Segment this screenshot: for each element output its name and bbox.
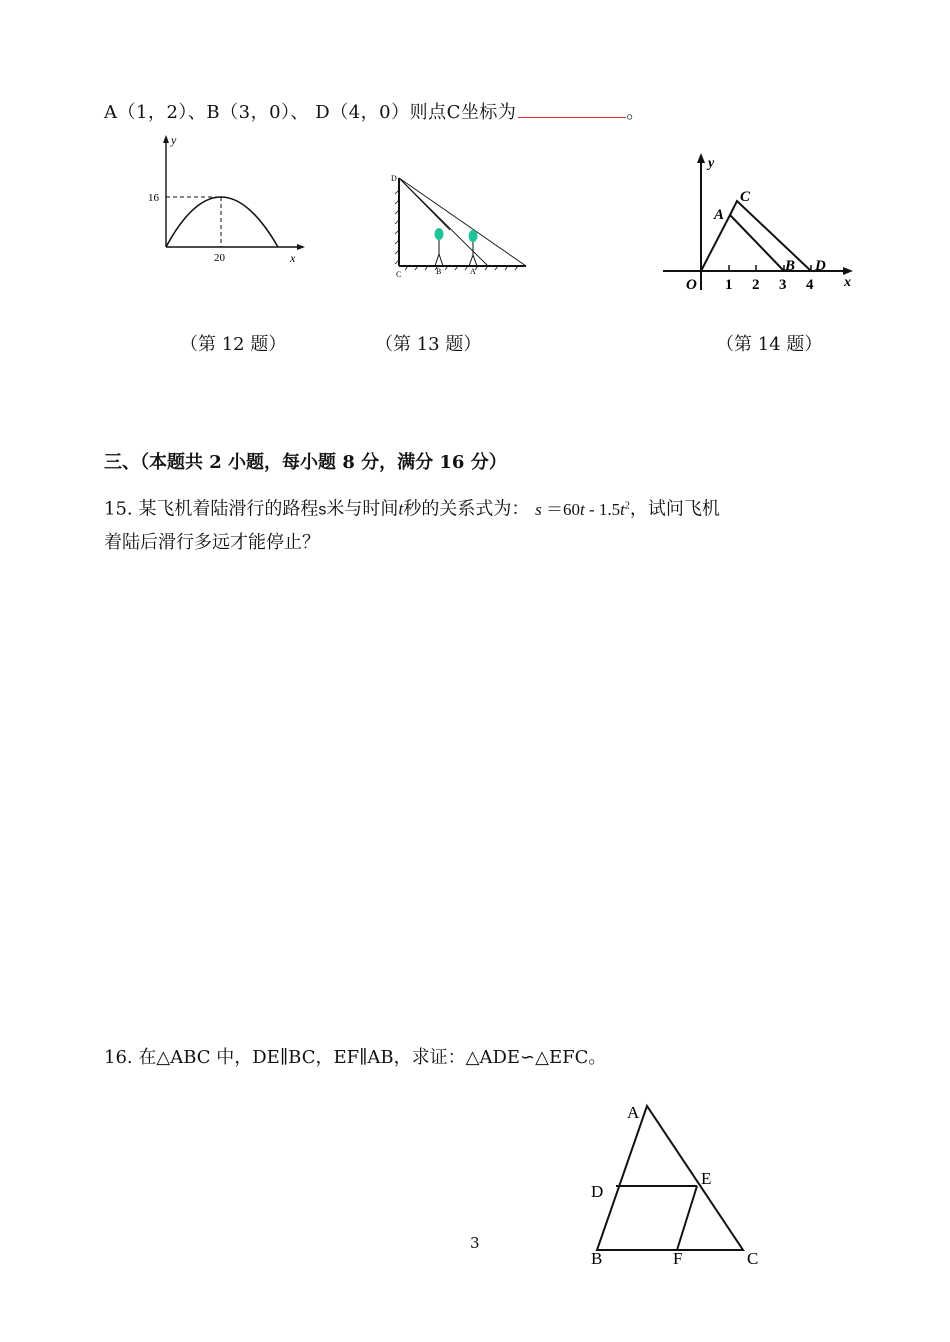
q16-label-a: A (627, 1103, 640, 1122)
q16-triangle (585, 1098, 765, 1270)
fig12-graph (140, 132, 310, 267)
q15-formula: $s =60t - 1.5t^2$ (535, 499, 630, 519)
fig14-point-c: C (740, 189, 751, 205)
fig13-label-a: A (470, 267, 476, 276)
fig14-x-label: x (844, 275, 851, 290)
q15-text-start: 15. 某飞机着陆滑行的路程 (104, 498, 319, 520)
fig13-diagram (388, 170, 533, 282)
q15-line-2: 着陆后滑行多远才能停止？ (104, 532, 320, 553)
fig14-tick-3: 3 (779, 277, 787, 293)
q15-var-t: t (398, 498, 404, 519)
fig13-label-d: D (391, 174, 397, 183)
fig14-point-a: A (714, 207, 725, 223)
fig12-x-tick: 20 (214, 252, 225, 264)
q16-label-b: B (591, 1249, 603, 1268)
q15-line-1 (104, 486, 720, 531)
q16-label-e: E (701, 1169, 712, 1188)
q15-text-end: ，试问飞机 (629, 498, 720, 520)
fig14-y-label: y (708, 156, 715, 171)
fig14-caption: （第 14 题） (716, 334, 823, 355)
fig14-origin: O (686, 277, 697, 293)
q14-end: 。 (626, 102, 645, 123)
fig14-tick-4: 4 (806, 277, 814, 293)
fig12-y-tick: 16 (148, 192, 159, 204)
fig12-x-label: x (290, 251, 296, 265)
q16-statement: 16. 在△ABC 中，DE∥BC，EF∥AB，求证：△ADE∽△EFC。 (104, 1047, 607, 1068)
fig13-label-b: B (436, 267, 442, 276)
fig13-caption: （第 13 题） (375, 334, 482, 355)
q14-text: A（1，2）、B（3，0）、 D（4，0）则点C坐标为 (104, 102, 517, 123)
q15-var-s: s (318, 501, 327, 519)
fig14-tick-2: 2 (752, 277, 760, 293)
fig14-tick-1: 1 (725, 277, 733, 293)
q14-statement (104, 98, 645, 124)
answer-blank[interactable] (518, 103, 626, 118)
fig14-point-d: D (815, 258, 826, 274)
figure-b-person (435, 228, 444, 266)
page-number: 3 (470, 1234, 480, 1252)
q16-label-d: D (591, 1182, 604, 1201)
q16-label-f: F (673, 1249, 683, 1268)
q15-text-mid1: 米与时间 (326, 498, 399, 520)
fig12-caption: （第 12 题） (180, 334, 287, 355)
q16-label-c: C (747, 1249, 759, 1268)
fig14-point-b: B (785, 258, 796, 274)
fig14-graph (660, 150, 865, 295)
section-3-heading: 三、（本题共 2 小题，每小题 8 分，满分 16 分） (104, 452, 507, 473)
fig12-y-label: y (171, 133, 177, 147)
q15-text-mid2: 秒的关系式为： (403, 498, 530, 520)
fig13-label-c: C (396, 270, 402, 279)
